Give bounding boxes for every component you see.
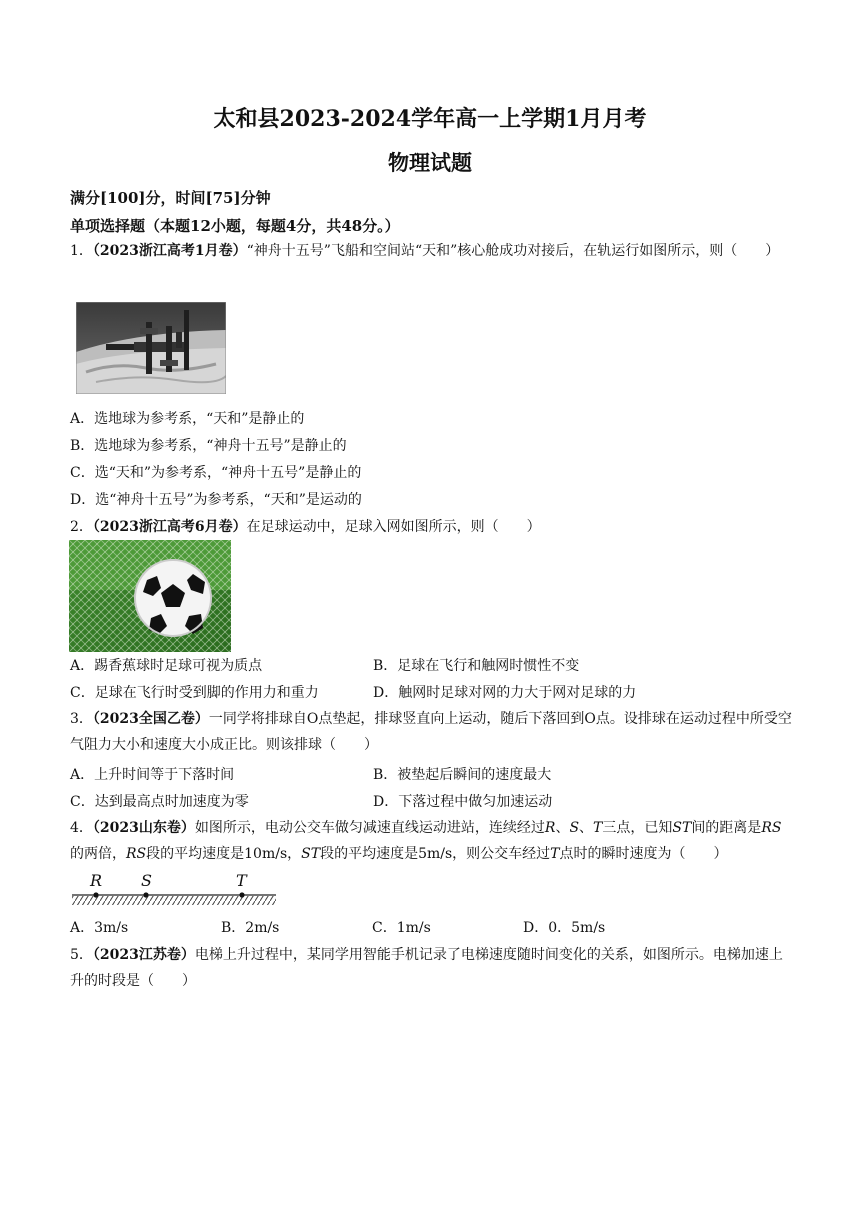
question-1-stem: [70, 238, 792, 264]
question-4-option-d: D．0．5m/s: [523, 920, 606, 936]
point-t: [239, 892, 244, 897]
question-4-text-d: 的两倍，: [70, 846, 126, 862]
question-1-option-c: C．选“天和”为参考系，“神舟十五号”是静止的: [70, 465, 362, 481]
point-r: [93, 892, 98, 897]
question-4-sep-2: 、: [579, 820, 594, 836]
var-rs: RS: [761, 820, 782, 836]
question-4-source: （2023山东卷）: [92, 820, 195, 836]
question-2-option-b: B．足球在飞行和触网时惯性不变: [373, 658, 580, 674]
question-5-source: （2023江苏卷）: [92, 947, 195, 963]
var-t-2: T: [550, 846, 560, 862]
question-2-stem: [70, 517, 541, 537]
question-1-source: （2023浙江高考1月卷）: [92, 243, 247, 259]
figure-label-s: S: [141, 871, 152, 890]
question-1-text: “神舟十五号”飞船和空间站“天和”核心舱成功对接后，在轨运行如图所示，则（ ）: [246, 243, 780, 259]
question-1-number: 1．: [70, 243, 93, 259]
question-2-text: 在足球运动中，足球入网如图所示，则（ ）: [246, 519, 541, 535]
question-2-option-c: C．足球在飞行时受到脚的作用力和重力: [70, 685, 319, 701]
question-1-option-b: B．选地球为参考系，“神舟十五号”是静止的: [70, 438, 347, 454]
question-1-option-d: D．选“神舟十五号”为参考系，“天和”是运动的: [70, 492, 362, 508]
point-s: [143, 892, 148, 897]
question-3-stem: [70, 706, 792, 758]
question-4-text-a: 如图所示，电动公交车做匀减速直线运动进站，连续经过: [194, 820, 545, 836]
question-4-text-f: 段的平均速度是5m/s，则公交车经过: [320, 846, 551, 862]
question-4-text-c: 间的距离是: [691, 820, 762, 836]
exam-subtitle: 物理试题: [388, 150, 472, 175]
question-4-option-a: A．3m/s: [70, 920, 129, 936]
question-3-option-c: C．达到最高点时加速度为零: [70, 794, 249, 810]
section-heading: 单项选择题（本题12小题，每题4分，共48分。）: [70, 217, 400, 235]
question-5-stem: [70, 942, 792, 994]
question-3-option-b: B．被垫起后瞬间的速度最大: [373, 767, 552, 783]
figure-label-r: R: [90, 871, 103, 890]
soccer-ball-photo: [69, 540, 231, 652]
question-3-text: 一同学将排球自O点垫起，排球竖直向上运动，随后下落回到O点。设排球在运动过程中所受空气阻力大小和速度大小成正比。则该排球（ ）: [70, 711, 792, 753]
question-3-number: 3．: [70, 711, 93, 727]
var-s: S: [569, 820, 580, 836]
question-3-source: （2023全国乙卷）: [92, 711, 209, 727]
question-4-stem: [70, 815, 792, 867]
exam-title: 太和县2023-2024学年高一上学期1月月考: [213, 106, 647, 132]
var-t: T: [593, 820, 603, 836]
var-rs-2: RS: [126, 846, 147, 862]
var-st: ST: [672, 820, 692, 836]
question-2-number: 2．: [70, 519, 93, 535]
question-4-number: 4．: [70, 820, 93, 836]
question-2-option-d: D．触网时足球对网的力大于网对足球的力: [373, 685, 637, 701]
question-4-sep-1: 、: [555, 820, 570, 836]
score-time: 满分[100]分，时间[75]分钟: [70, 189, 271, 207]
question-2-source: （2023浙江高考6月卷）: [92, 519, 247, 535]
question-5-text: 电梯上升过程中，某同学用智能手机记录了电梯速度随时间变化的关系，如图所示。电梯加速上升的时段是（ ）: [70, 947, 783, 989]
question-4-text-g: 点时的瞬时速度为（ ）: [559, 846, 728, 862]
question-4-option-c: C．1m/s: [372, 920, 431, 936]
road-points-figure: [70, 869, 280, 911]
space-station-photo: [76, 302, 226, 394]
question-4-option-b: B．2m/s: [221, 920, 280, 936]
question-4-text-b: 三点，已知: [602, 820, 673, 836]
question-5-number: 5．: [70, 947, 93, 963]
question-1-option-a: A．选地球为参考系，“天和”是静止的: [70, 411, 305, 427]
question-4-text-e: 段的平均速度是10m/s，: [146, 846, 302, 862]
question-2-option-a: A．踢香蕉球时足球可视为质点: [70, 658, 263, 674]
question-3-option-d: D．下落过程中做匀加速运动: [373, 794, 553, 810]
figure-label-t: T: [236, 871, 247, 890]
var-st-2: ST: [301, 846, 321, 862]
var-r: R: [544, 820, 556, 836]
question-3-option-a: A．上升时间等于下落时间: [70, 767, 235, 783]
